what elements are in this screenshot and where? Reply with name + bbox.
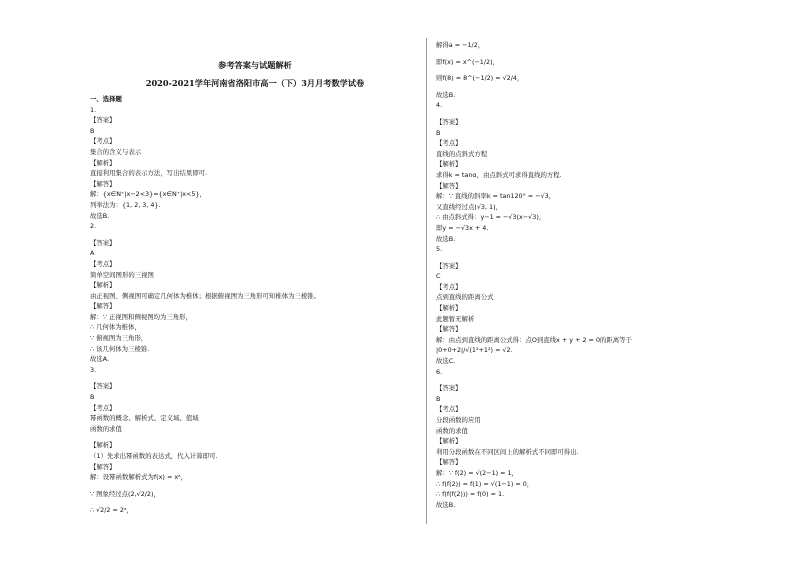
- text-line: ∴ 几何体为椎体，: [90, 323, 141, 332]
- text-line: 解：设幂函数解析式为f(x) = xᵃ，: [90, 473, 188, 482]
- text-line: 解：∵ f(2) = √(2−1) = 1，: [436, 468, 519, 477]
- text-line: 则f(8) = 8^(−1/2) = √2/4，: [436, 74, 524, 83]
- text-line: 又直线经过点(√3, 1)，: [436, 202, 502, 211]
- text-line: 即y = −√3x + 4.: [436, 223, 489, 232]
- text-line: 【解析】: [436, 304, 462, 313]
- text-line: 【考点】: [436, 405, 462, 414]
- text-line: 解：{x∈N⁺|x−2<3}={x∈N⁺|x<5}，: [90, 190, 206, 199]
- text-line: 【答案】: [436, 261, 462, 270]
- text-line: 分段函数的应用: [436, 416, 481, 424]
- text-line: 故选B.: [90, 211, 110, 220]
- text-line: 【答案】: [90, 382, 116, 391]
- text-line: 求得k = tanα，由点斜式可求得直线的方程.: [436, 170, 562, 179]
- text-line: 【解析】: [436, 437, 462, 446]
- section-heading: 一、选择题: [90, 95, 122, 103]
- text-line: 6.: [436, 367, 443, 376]
- text-line: |0+0+2|/√(1²+1²) = √2.: [436, 346, 513, 355]
- text-line: 3.: [90, 365, 97, 374]
- left-column-lines: [90, 105, 420, 516]
- text-line: 【答案】: [90, 238, 116, 247]
- text-line: 【答案】: [90, 116, 116, 125]
- text-line: 4.: [436, 101, 443, 110]
- text-line: 【考点】: [436, 139, 462, 148]
- text-line: 故选C.: [436, 357, 456, 366]
- text-line: ∴ 该几何体为三棱锥.: [90, 344, 150, 353]
- text-line: 此题暂无解析: [436, 314, 475, 323]
- text-line: 【考点】: [436, 282, 462, 291]
- text-line: 利用分段函数在不同区间上的解析式不同即可得出.: [436, 447, 579, 456]
- text-line: 直线的点斜式方程: [436, 149, 488, 158]
- text-line: 由正视图、侧视图可确定几何体为椎体；根据俯视图为三角形可知椎体为三棱锥。: [90, 291, 321, 300]
- text-line: B: [436, 394, 441, 403]
- text-line: 故选A.: [90, 355, 110, 364]
- text-line: 解：∵ 直线的斜率k = tan120° = −√3，: [436, 192, 556, 201]
- text-line: 解得a = −1/2，: [436, 41, 485, 49]
- text-line: 1.: [90, 105, 97, 114]
- text-line: 故选B.: [436, 234, 456, 243]
- right-column: [436, 40, 756, 510]
- text-line: 函数的求值: [90, 424, 122, 433]
- text-line: 【解答】: [436, 458, 462, 467]
- text-line: A: [90, 249, 95, 258]
- text-line: 列举法为：{1, 2, 3, 4}.: [90, 200, 161, 209]
- text-line: 【考点】: [90, 137, 116, 146]
- text-line: 【解答】: [90, 462, 116, 471]
- text-line: 【考点】: [90, 259, 116, 268]
- right-column-lines: [436, 40, 756, 510]
- text-line: 【解答】: [436, 181, 462, 190]
- column-divider: [426, 38, 427, 524]
- text-line: 解：由点到直线的距离公式得：点O到直线x + y + 2 = 0的距离等于: [436, 335, 632, 344]
- text-line: ∵ 俯视图为三角形，: [90, 334, 148, 343]
- text-line: ∵ 图象经过点(2,√2/2)，: [90, 489, 160, 498]
- text-line: 故选B.: [436, 90, 456, 99]
- text-line: 2.: [90, 222, 97, 231]
- text-line: 解：∵ 正视图和侧视图均为三角形，: [90, 312, 192, 321]
- text-line: 【解答】: [436, 325, 462, 334]
- text-line: 【解答】: [90, 302, 116, 311]
- text-line: 5.: [436, 245, 443, 254]
- text-line: B: [90, 126, 95, 135]
- text-line: 幂函数的概念、解析式、定义域、值域: [90, 414, 199, 423]
- text-line: 直接利用集合的表示方法，写出结果即可.: [90, 169, 208, 178]
- text-line: 【解答】: [90, 179, 116, 188]
- page-title: 参考答案与试题解析: [218, 60, 292, 70]
- text-line: 【解析】: [436, 160, 462, 169]
- text-line: 【答案】: [436, 117, 462, 126]
- text-line: ∴ 由点斜式得：y−1 = −√3(x−√3)，: [436, 213, 546, 222]
- left-column: [90, 94, 420, 516]
- text-line: ∴ f(f(2)) = f(1) = √(1−1) = 0，: [436, 479, 534, 488]
- exam-subtitle: 2020-2021学年河南省洛阳市高一（下）3月月考数学试卷: [145, 78, 365, 88]
- text-line: 【解析】: [90, 158, 116, 167]
- text-line: 简单空间图形的三视图: [90, 270, 154, 279]
- text-line: 【答案】: [436, 384, 462, 393]
- text-line: 函数的求值: [436, 426, 468, 435]
- text-line: C: [436, 272, 441, 281]
- text-line: 点到直线的距离公式: [436, 293, 494, 302]
- text-line: 即f(x) = x^(−1/2)，: [436, 57, 499, 66]
- text-line: ∴ √2/2 = 2ᵃ，: [90, 506, 133, 515]
- text-line: B: [90, 393, 95, 402]
- text-line: ∴ f(f(f(2))) = f(0) = 1.: [436, 490, 505, 499]
- text-line: 集合的含义与表示: [90, 147, 142, 156]
- text-line: （1）先求出幂函数的表达式，代入计算即可.: [90, 452, 218, 460]
- text-line: B: [436, 128, 441, 137]
- text-line: 【解析】: [90, 441, 116, 450]
- text-line: 【解析】: [90, 281, 116, 290]
- text-line: 故选B.: [436, 500, 456, 509]
- text-line: 【考点】: [90, 403, 116, 412]
